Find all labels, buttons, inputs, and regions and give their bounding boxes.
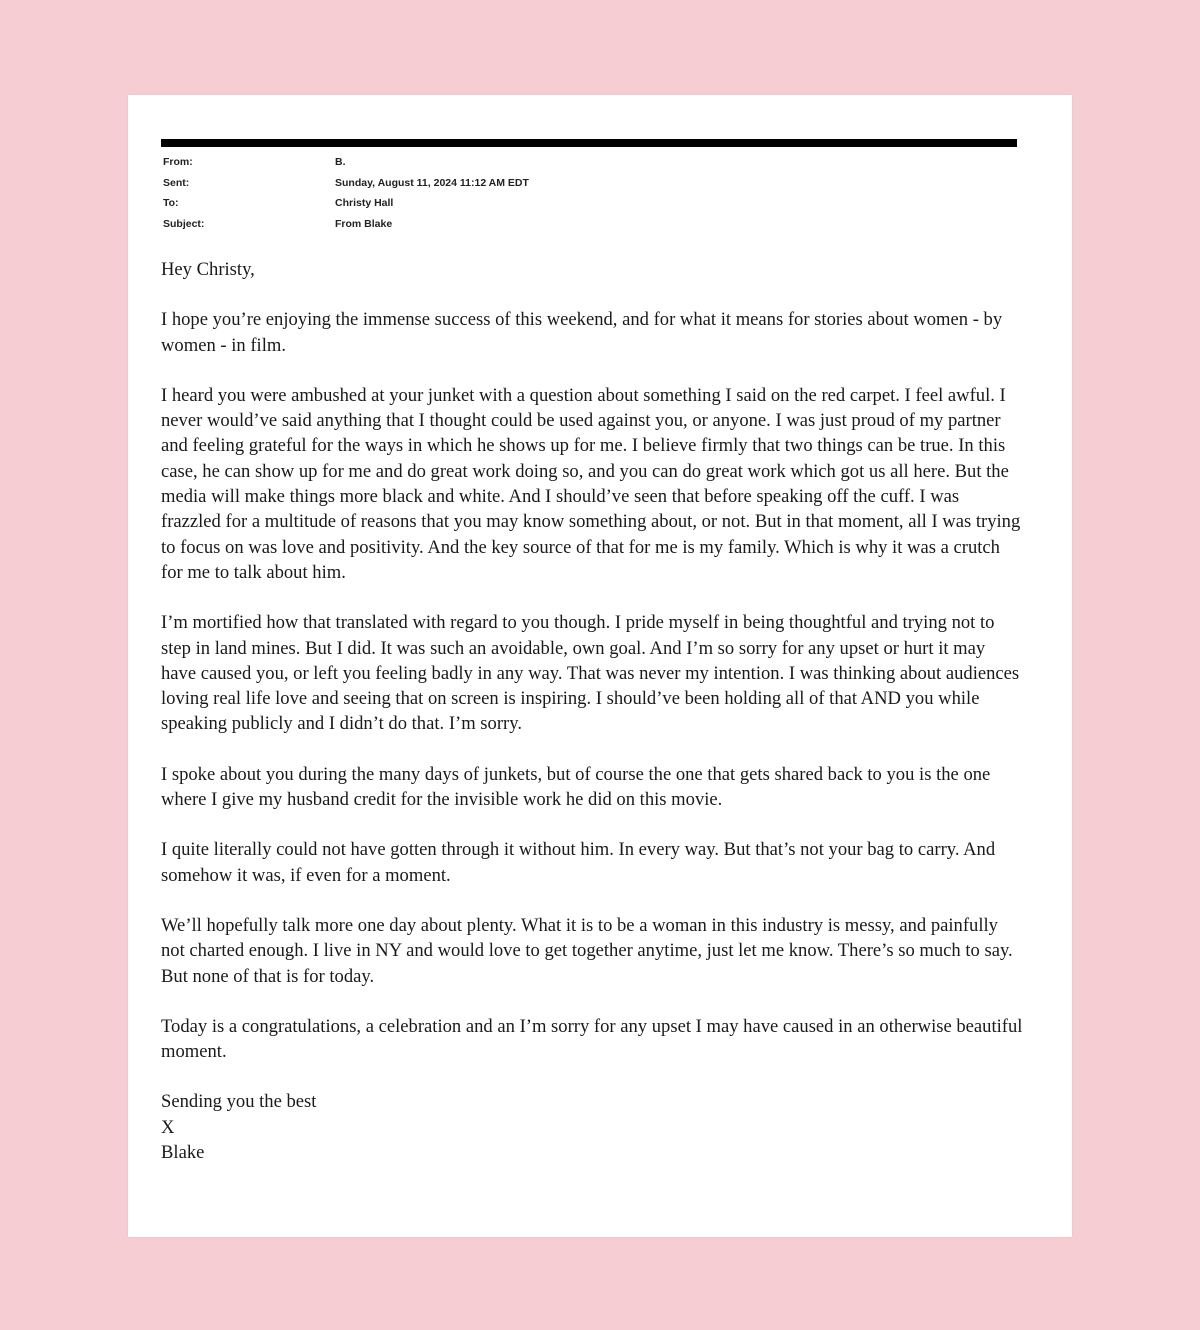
header-label-from: From: — [163, 156, 193, 169]
email-paragraph-7: Today is a congratulations, a celebration and an I’m sorry for any upset I may have caused in an otherwise beautiful moment. — [161, 1015, 1023, 1063]
email-paragraph-2: I heard you were ambushed at your junket with a question about something I said on the red carpet. I feel awful. I never would’ve said anything that I thought could be used against you, or anyone. I was just proud of my partner and feeling grateful for the ways in which he shows up for me. I believe firmly that two things can be true. In this case, he can show up for me and do great work doing so, and you can do great work which got us all here. But the media will make things more black and white. And I should’ve seen that before speaking off the cuff. I was frazzled for a multitude of reasons that you may know something about, or not. But in that moment, all I was trying to focus on was love and positivity. And the key source of that for me is my family. Which is why it was a crutch for me to talk about him. — [161, 384, 1021, 583]
header-label-to: To: — [163, 197, 179, 210]
header-value-from: B. — [335, 156, 346, 169]
email-paragraph-4: I spoke about you during the many days of junkets, but of course the one that gets shared back to you is the one where I give my husband credit for the invisible work he did on this movie. — [161, 763, 991, 811]
header-value-subject: From Blake — [335, 217, 393, 230]
signoff-name: Blake — [161, 1142, 205, 1164]
email-paragraph-3: I’m mortified how that translated with regard to you though. I pride myself in being thoughtful and trying not to step in land mines. But I did. It was such an avoidable, own goal. And I’m so sorry for any upset or hurt it may have caused you, or left you feeling badly in any way. That was never my intention. I was thinking about audiences loving real life love and seeing that on screen is inspiring. I should’ve been holding all of that AND you while speaking publicly and I didn’t do that. I’m sorry. — [161, 612, 1020, 735]
email-paragraph-6: We’ll hopefully talk more one day about plenty. What it is to be a woman in this industry is messy, and painfully not charted enough. I live in NY and would love to get together anytime, just let me know. There’s so much to say. But none of that is for today. — [161, 914, 1013, 987]
signoff-kiss: X — [161, 1116, 175, 1138]
header-label-sent: Sent: — [163, 176, 190, 189]
email-paragraph-5: I quite literally could not have gotten through it without him. In every way. But that’s not your bag to carry. And somehow it was, if even for a moment. — [161, 839, 996, 886]
header-value-sent: Sunday, August 11, 2024 11:12 AM EDT — [335, 176, 529, 189]
email-header-block — [163, 152, 1017, 234]
signoff-closing: Sending you the best — [161, 1091, 317, 1113]
header-divider-rule — [161, 139, 1017, 147]
email-document-page — [128, 95, 1072, 1237]
email-signoff — [161, 1089, 1023, 1165]
header-value-to: Christy Hall — [335, 197, 394, 210]
header-row-subject — [163, 214, 1017, 235]
header-row-to — [163, 193, 1017, 214]
email-body — [161, 257, 1023, 1165]
header-row-from — [163, 152, 1017, 173]
header-row-sent — [163, 173, 1017, 194]
email-greeting: Hey Christy, — [161, 259, 255, 280]
header-label-subject: Subject: — [163, 217, 205, 230]
email-paragraph-1: I hope you’re enjoying the immense success of this weekend, and for what it means for stories about women - by women - in film. — [161, 309, 1003, 356]
